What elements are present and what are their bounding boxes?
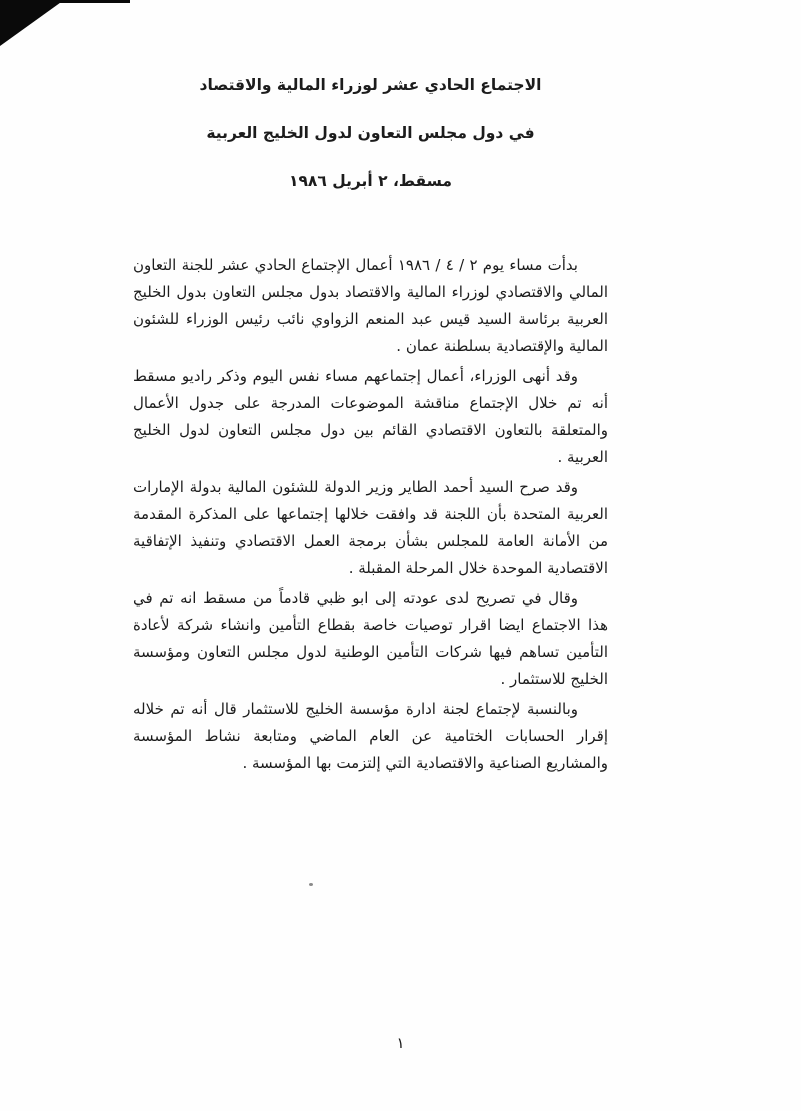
document-title-line-1: الاجتماع الحادي عشر لوزراء المالية والاقتصاد [199, 76, 542, 94]
document-header [133, 76, 608, 220]
paragraph-3: وقد صرح السيد أحمد الطاير وزير الدولة للشئون المالية بدولة الإمارات العربية المتحدة بأن اللجنة قد وافقت خلالها إجتماعها على المذكرة المقدمة من الأمانة العامة للمجلس بشأن برمجة العمل الاقتصادي وتنفيذ الإتفاقية الاقتصادية الموحدة خلال المرحلة المقبلة . [133, 478, 608, 577]
document-body [133, 252, 608, 780]
document-title-line-2: في دول مجلس التعاون لدول الخليج العربية [206, 124, 535, 142]
page-number: ١ [396, 1034, 405, 1052]
paragraph-2: وقد أنهى الوزراء، أعمال إجتماعهم مساء نفس اليوم وذكر راديو مسقط أنه تم خلال الإجتماع مناقشة الموضوعات المدرجة على جدول الأعمال والمتعلقة بالتعاون الاقتصادي القائم بين دول مجلس التعاون لدول الخليج العربية . [133, 367, 608, 466]
paragraph-1: بدأت مساء يوم ٢ / ٤ / ١٩٨٦ أعمال الإجتماع الحادي عشر للجنة التعاون المالي والاقتصادي لوزراء المالية والاقتصاد بدول مجلس التعاون بدول الخليج العربية برئاسة السيد قيس عبد المنعم الزواوي نائب رئيس الوزراء للشئون المالية والإقتصادية بسلطنة عمان . [133, 256, 608, 355]
paragraph-4: وقال في تصريح لدى عودته إلى ابو ظبي قادماً من مسقط انه تم في هذا الاجتماع ايضا اقرار توصيات خاصة بقطاع التأمين وانشاء شركة لأعادة التأمين تساهم فيها شركات التأمين الوطنية لدول مجلس التعاون ومؤسسة الخليج للاستثمار . [133, 589, 608, 688]
document-title-line-3: مسقط، ٢ أبريل ١٩٨٦ [289, 172, 452, 190]
scan-corner-artifact [0, 0, 64, 46]
paragraph-5: وبالنسبة لإجتماع لجنة ادارة مؤسسة الخليج للاستثمار قال أنه تم خلاله إقرار الحسابات الختامية عن العام الماضي ومتابعة نشاط المؤسسة والمشاريع الصناعية والاقتصادية التي إلتزمت بها المؤسسة . [133, 700, 608, 772]
scan-speck-artifact [309, 883, 313, 886]
scan-edge-artifact [0, 0, 130, 3]
